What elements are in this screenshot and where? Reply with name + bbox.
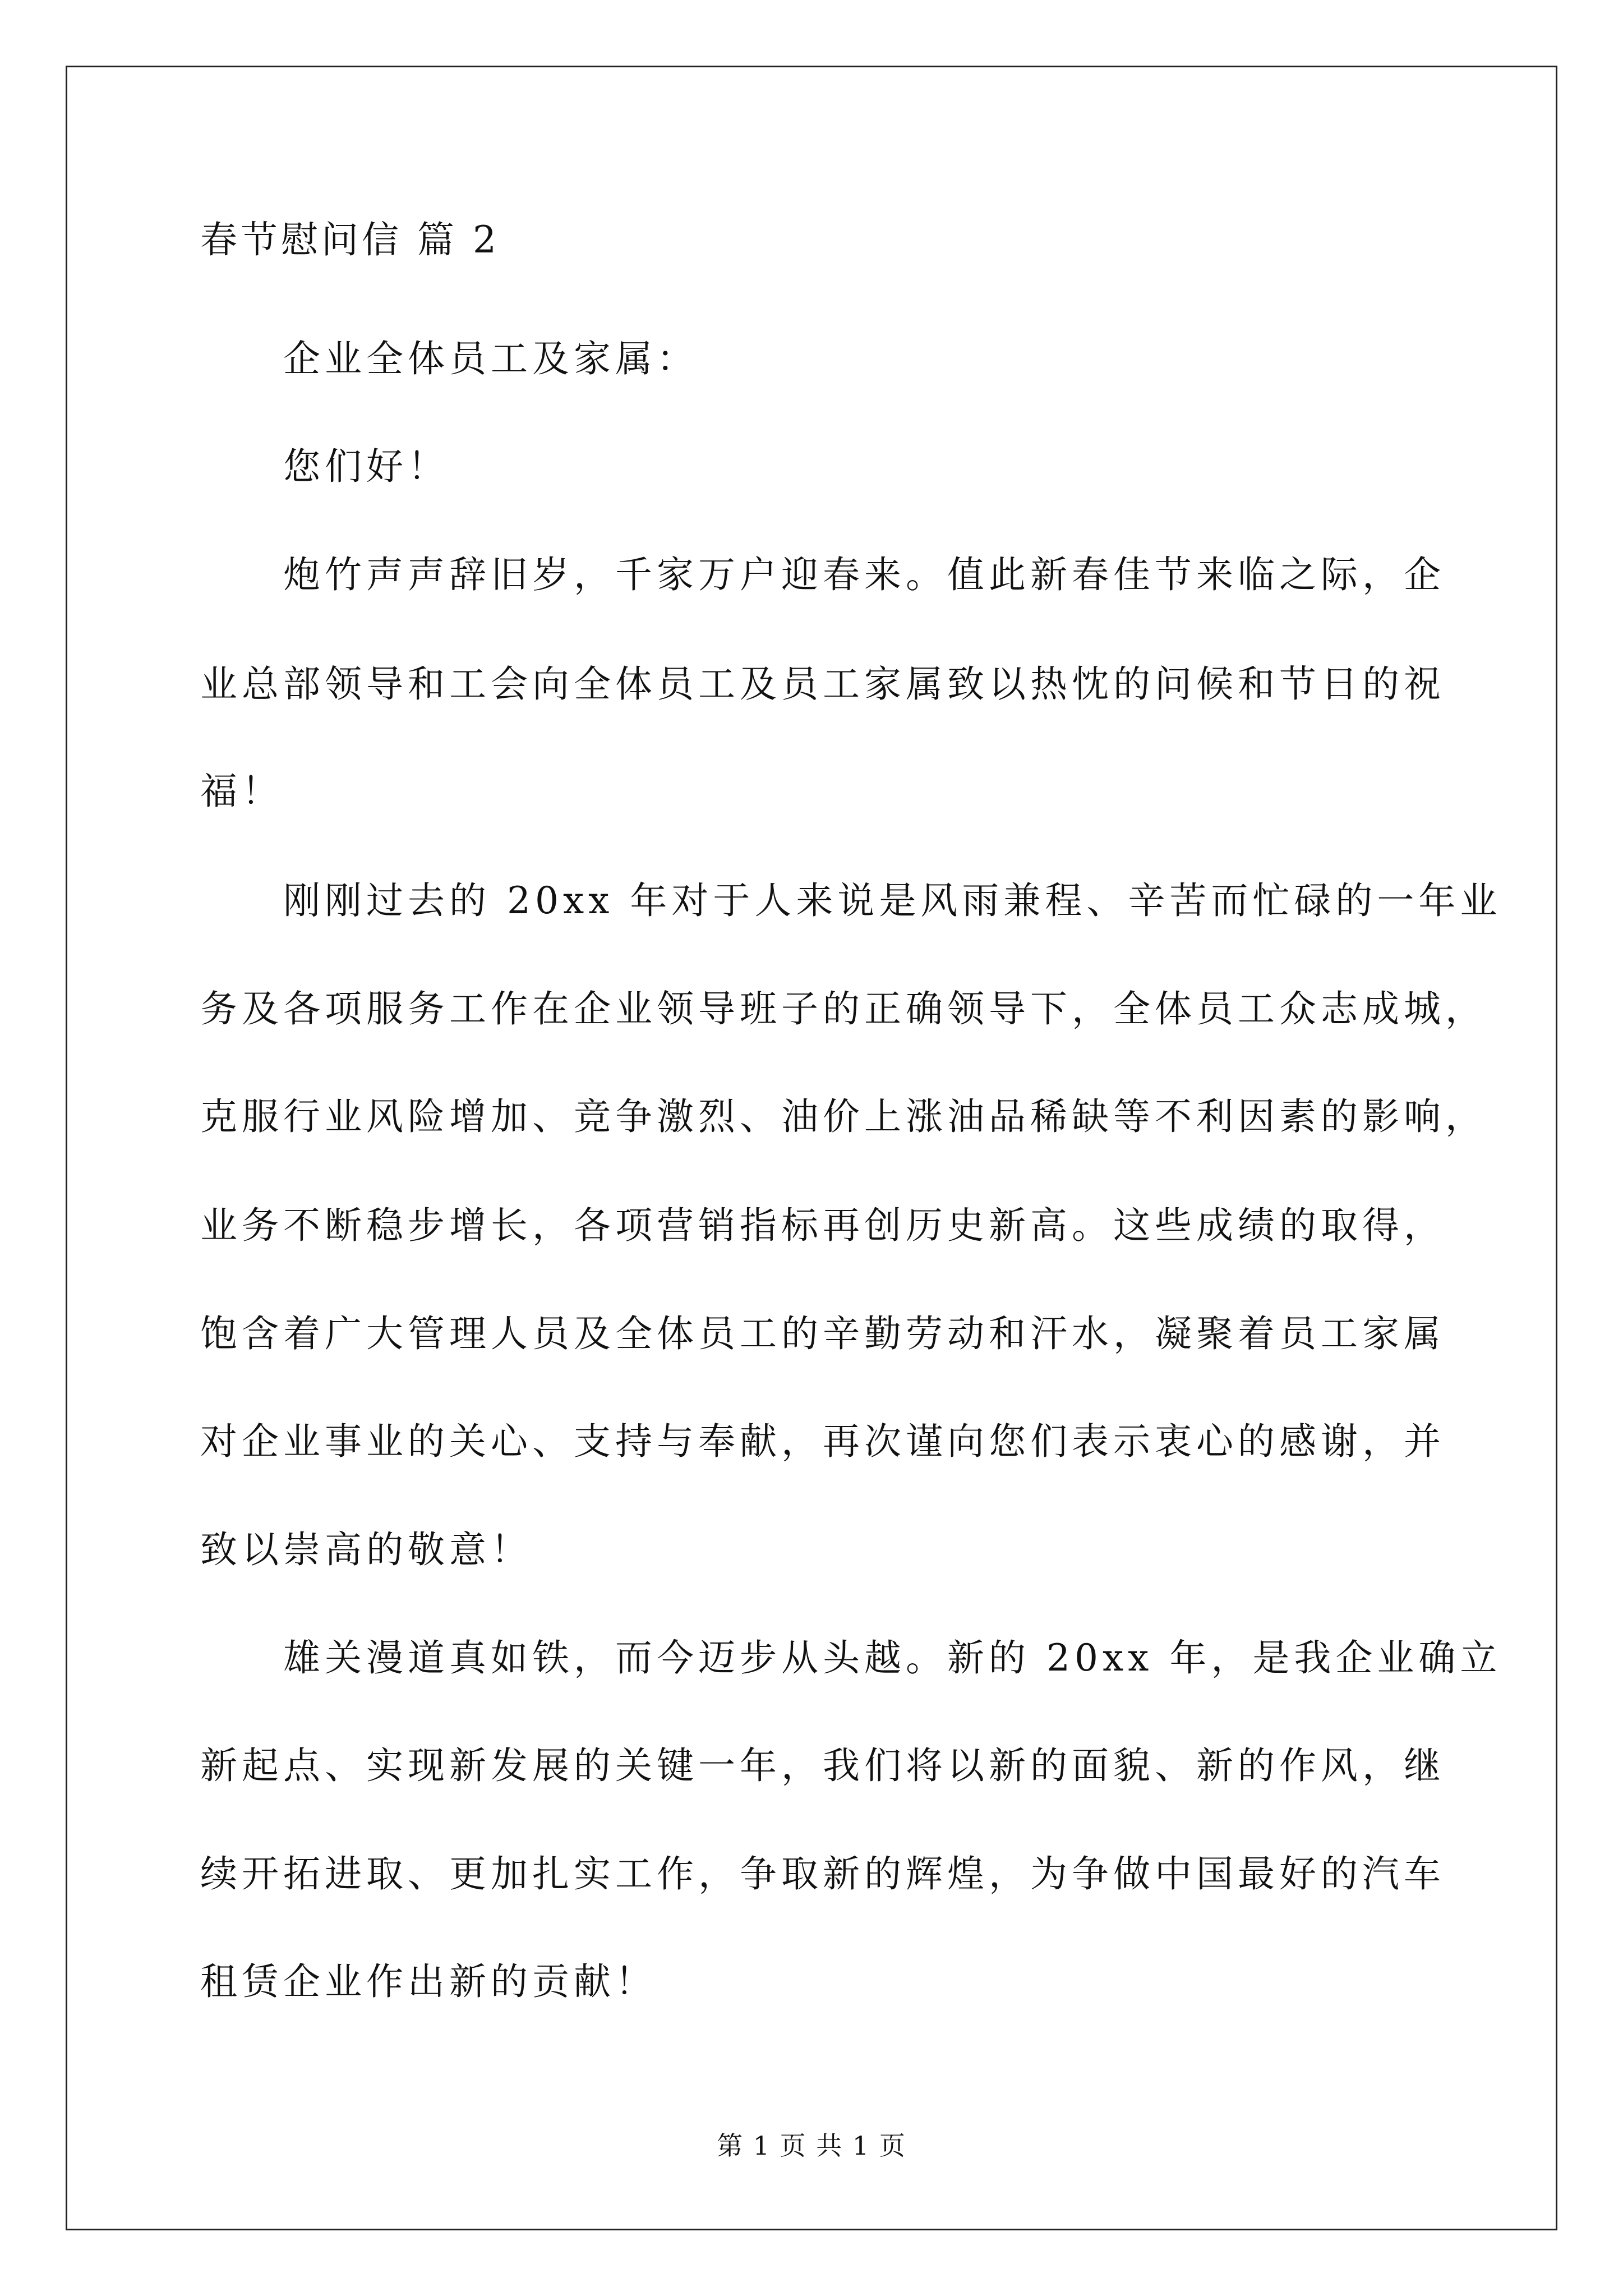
greeting: 您们好！: [283, 445, 449, 488]
paragraph-1-line-3: 福！: [200, 770, 283, 813]
paragraph-2-line-6: 对企业事业的关心、支持与奉献，再次谨向您们表示衷心的感谢，并: [200, 1420, 1445, 1463]
paragraph-2-line-4: 业务不断稳步增长，各项营销指标再创历史新高。这些成绩的取得，: [200, 1204, 1445, 1247]
paragraph-2-line-5: 饱含着广大管理人员及全体员工的辛勤劳动和汗水，凝聚着员工家属: [200, 1312, 1445, 1355]
paragraph-3-line-2: 新起点、实现新发展的关键一年，我们将以新的面貌、新的作风，继: [200, 1744, 1445, 1787]
page-frame: [66, 66, 1557, 2230]
paragraph-3-line-4: 租赁企业作出新的贡献！: [200, 1960, 657, 2003]
paragraph-2-line-2: 务及各项服务工作在企业领导班子的正确领导下，全体员工众志成城，: [200, 987, 1487, 1030]
paragraph-1-line-2: 业总部领导和工会向全体员工及员工家属致以热忱的问候和节日的祝: [200, 662, 1445, 706]
paragraph-3-line-3: 续开拓进取、更加扎实工作，争取新的辉煌，为争做中国最好的汽车: [200, 1852, 1445, 1895]
document-title: 春节慰问信 篇 2: [200, 218, 500, 261]
paragraph-2-line-3: 克服行业风险增加、竞争激烈、油价上涨油品稀缺等不利因素的影响，: [200, 1095, 1487, 1138]
paragraph-1-line-1: 炮竹声声辞旧岁，千家万户迎春来。值此新春佳节来临之际，企: [283, 553, 1445, 596]
page-number-footer: 第 1 页 共 1 页: [717, 2131, 906, 2161]
salutation: 企业全体员工及家属：: [283, 337, 698, 380]
paragraph-2-line-7: 致以崇高的敬意！: [200, 1528, 532, 1571]
paragraph-2-line-1: 刚刚过去的 20xx 年对于人来说是风雨兼程、辛苦而忙碌的一年业: [283, 879, 1502, 922]
paragraph-3-line-1: 雄关漫道真如铁，而今迈步从头越。新的 20xx 年，是我企业确立: [283, 1636, 1502, 1680]
